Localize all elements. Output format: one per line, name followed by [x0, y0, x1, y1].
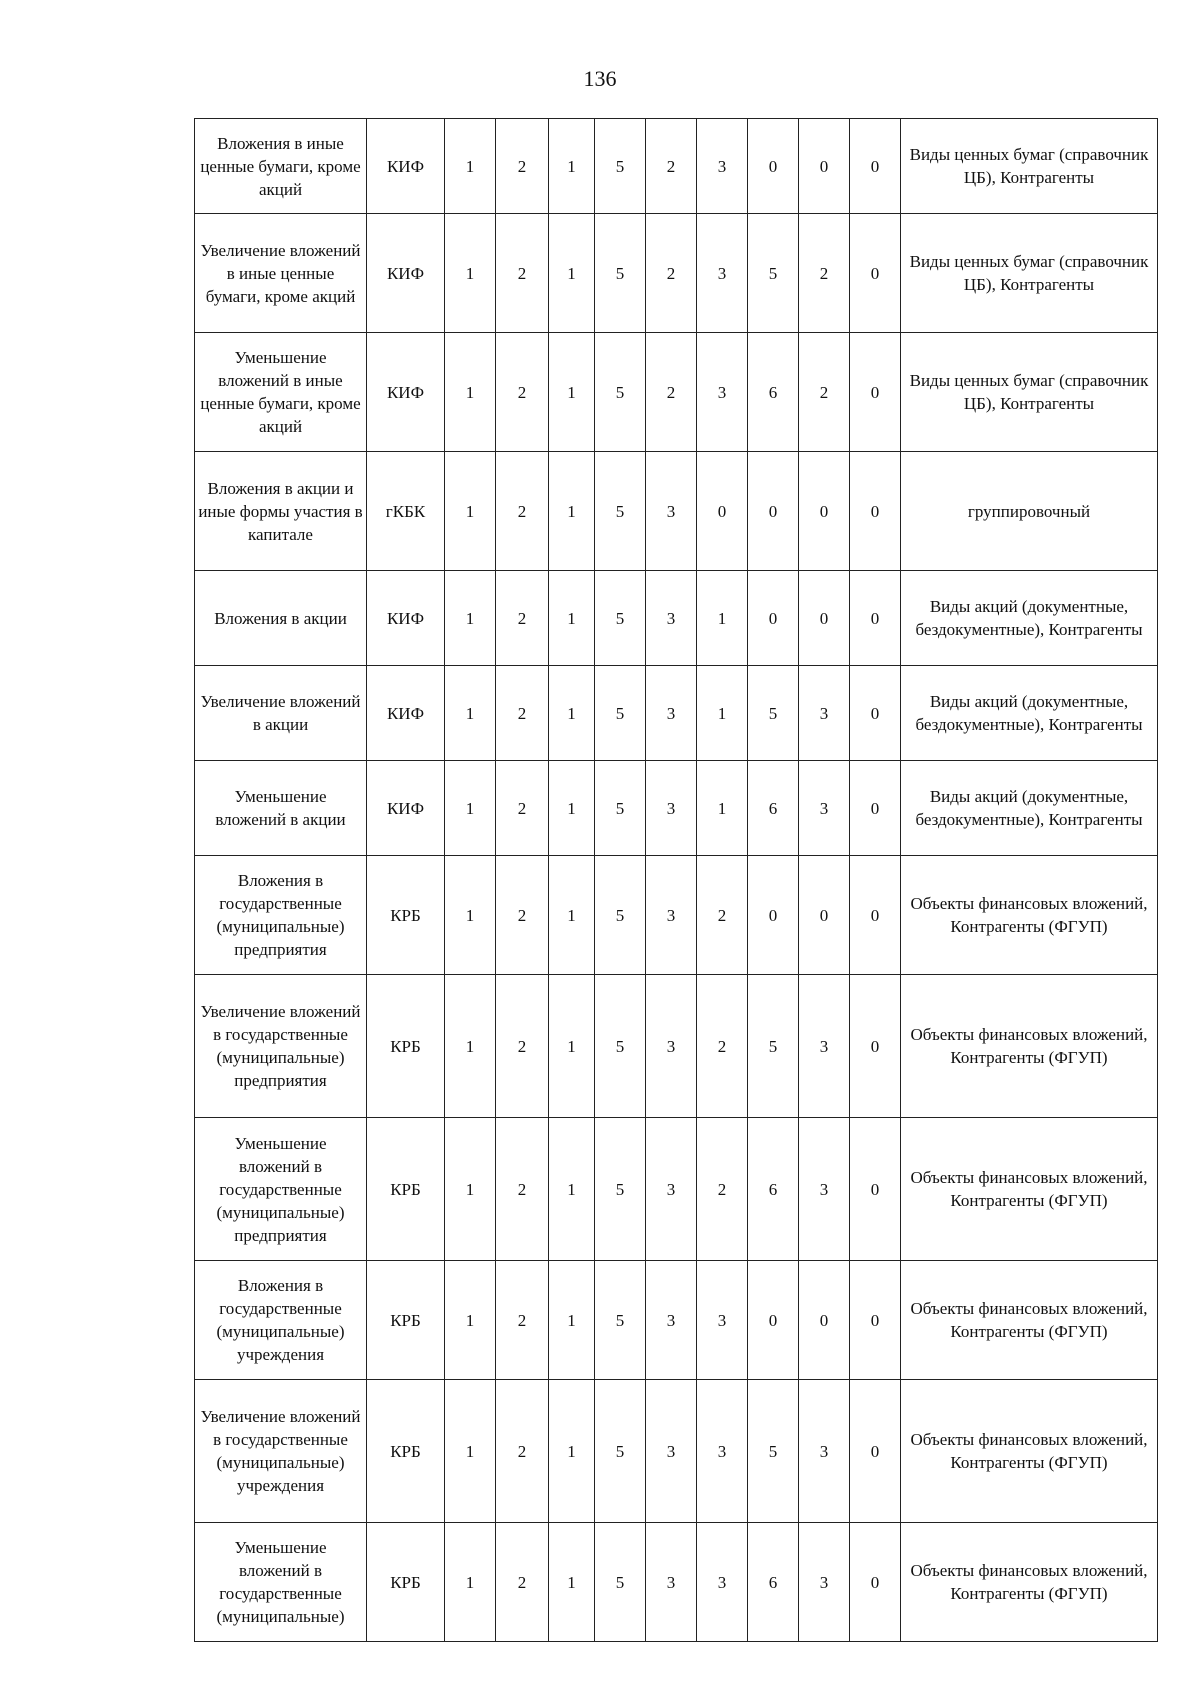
account-code-digit-cell: 2: [496, 571, 549, 666]
account-name-cell: Уменьшение вложений в государственные (муниципальные) предприятия: [195, 1118, 367, 1261]
analytics-cell: Виды ценных бумаг (справочник ЦБ), Контрагенты: [901, 119, 1158, 214]
account-type-cell: КРБ: [367, 1523, 445, 1642]
account-code-digit-cell: 2: [496, 1261, 549, 1380]
account-code-digit-cell: 3: [697, 1523, 748, 1642]
account-code-digit-cell: 1: [549, 214, 595, 333]
account-code-digit-cell: 1: [549, 571, 595, 666]
page-number: 136: [583, 66, 617, 91]
account-code-digit-cell: 5: [595, 452, 646, 571]
account-code-digit-cell: 2: [646, 333, 697, 452]
account-code-digit-cell: 3: [646, 856, 697, 975]
account-code-digit-cell: 5: [595, 761, 646, 856]
account-code-digit-cell: 0: [850, 1261, 901, 1380]
table-row: [195, 1118, 1158, 1261]
account-code-digit-cell: 6: [748, 1118, 799, 1261]
table-row: [195, 975, 1158, 1118]
account-name-cell: Увеличение вложений в государственные (муниципальные) учреждения: [195, 1380, 367, 1523]
account-type-cell: КРБ: [367, 1261, 445, 1380]
account-code-digit-cell: 1: [697, 666, 748, 761]
account-code-digit-cell: 5: [595, 975, 646, 1118]
table-row: [195, 1261, 1158, 1380]
account-name-cell: Увеличение вложений в иные ценные бумаги, кроме акций: [195, 214, 367, 333]
analytics-cell: Объекты финансовых вложений, Контрагенты (ФГУП): [901, 1523, 1158, 1642]
account-code-digit-cell: 5: [595, 119, 646, 214]
table-row: [195, 666, 1158, 761]
account-code-digit-cell: 0: [850, 452, 901, 571]
account-code-digit-cell: 3: [646, 1118, 697, 1261]
account-code-digit-cell: 1: [549, 761, 595, 856]
account-code-digit-cell: 3: [799, 1380, 850, 1523]
account-code-digit-cell: 3: [646, 1523, 697, 1642]
account-type-cell: КИФ: [367, 761, 445, 856]
account-code-digit-cell: 0: [799, 119, 850, 214]
account-code-digit-cell: 0: [799, 856, 850, 975]
account-code-digit-cell: 0: [748, 452, 799, 571]
account-code-digit-cell: 0: [850, 119, 901, 214]
account-code-digit-cell: 0: [799, 1261, 850, 1380]
account-code-digit-cell: 2: [496, 214, 549, 333]
account-code-digit-cell: 3: [697, 214, 748, 333]
account-code-digit-cell: 1: [445, 1523, 496, 1642]
table-row: [195, 452, 1158, 571]
analytics-cell: Виды акций (документные, бездокументные), Контрагенты: [901, 666, 1158, 761]
analytics-cell: Объекты финансовых вложений, Контрагенты (ФГУП): [901, 1380, 1158, 1523]
account-code-digit-cell: 3: [799, 666, 850, 761]
account-code-digit-cell: 2: [496, 1118, 549, 1261]
account-type-cell: КИФ: [367, 119, 445, 214]
account-name-cell: Вложения в государственные (муниципальные) учреждения: [195, 1261, 367, 1380]
account-code-digit-cell: 3: [646, 452, 697, 571]
account-name-cell: Вложения в акции и иные формы участия в капитале: [195, 452, 367, 571]
analytics-cell: Объекты финансовых вложений, Контрагенты (ФГУП): [901, 856, 1158, 975]
account-code-digit-cell: 2: [697, 1118, 748, 1261]
account-code-digit-cell: 1: [445, 761, 496, 856]
account-code-digit-cell: 5: [748, 214, 799, 333]
account-code-digit-cell: 3: [799, 761, 850, 856]
account-code-digit-cell: 3: [799, 1118, 850, 1261]
account-code-digit-cell: 1: [445, 666, 496, 761]
account-code-digit-cell: 1: [549, 1380, 595, 1523]
account-code-digit-cell: 2: [496, 761, 549, 856]
account-code-digit-cell: 2: [697, 975, 748, 1118]
account-code-digit-cell: 0: [850, 761, 901, 856]
account-code-digit-cell: 3: [697, 333, 748, 452]
account-code-digit-cell: 2: [496, 975, 549, 1118]
account-type-cell: гКБК: [367, 452, 445, 571]
account-code-digit-cell: 3: [697, 1380, 748, 1523]
account-name-cell: Увеличение вложений в акции: [195, 666, 367, 761]
account-code-digit-cell: 5: [595, 333, 646, 452]
account-code-digit-cell: 1: [445, 571, 496, 666]
table-row: [195, 214, 1158, 333]
account-code-digit-cell: 2: [799, 214, 850, 333]
account-code-digit-cell: 1: [445, 333, 496, 452]
account-code-digit-cell: 1: [549, 666, 595, 761]
account-code-digit-cell: 1: [549, 1118, 595, 1261]
account-type-cell: КРБ: [367, 1118, 445, 1261]
account-type-cell: КРБ: [367, 856, 445, 975]
account-code-digit-cell: 0: [850, 975, 901, 1118]
account-code-digit-cell: 2: [496, 666, 549, 761]
account-code-digit-cell: 5: [595, 1523, 646, 1642]
account-code-digit-cell: 0: [850, 1118, 901, 1261]
account-code-digit-cell: 6: [748, 761, 799, 856]
account-code-digit-cell: 1: [549, 1261, 595, 1380]
account-type-cell: КИФ: [367, 214, 445, 333]
account-code-digit-cell: 5: [748, 1380, 799, 1523]
account-code-digit-cell: 5: [748, 975, 799, 1118]
account-code-digit-cell: 1: [549, 975, 595, 1118]
account-code-digit-cell: 1: [445, 452, 496, 571]
account-code-digit-cell: 2: [496, 452, 549, 571]
account-code-digit-cell: 2: [496, 333, 549, 452]
account-code-digit-cell: 1: [445, 214, 496, 333]
analytics-cell: Объекты финансовых вложений, Контрагенты (ФГУП): [901, 1261, 1158, 1380]
account-code-digit-cell: 0: [697, 452, 748, 571]
account-type-cell: КРБ: [367, 1380, 445, 1523]
table-row: [195, 571, 1158, 666]
table-row: [195, 856, 1158, 975]
account-code-digit-cell: 0: [748, 856, 799, 975]
analytics-cell: Виды акций (документные, бездокументные), Контрагенты: [901, 571, 1158, 666]
account-name-cell: Увеличение вложений в государственные (муниципальные) предприятия: [195, 975, 367, 1118]
account-code-digit-cell: 1: [697, 571, 748, 666]
account-code-digit-cell: 3: [646, 666, 697, 761]
analytics-cell: Виды ценных бумаг (справочник ЦБ), Контрагенты: [901, 214, 1158, 333]
accounts-table: [194, 118, 1158, 1642]
account-code-digit-cell: 2: [496, 856, 549, 975]
account-code-digit-cell: 3: [646, 1261, 697, 1380]
account-code-digit-cell: 2: [496, 1380, 549, 1523]
account-code-digit-cell: 6: [748, 333, 799, 452]
account-code-digit-cell: 0: [799, 571, 850, 666]
account-code-digit-cell: 2: [646, 214, 697, 333]
account-code-digit-cell: 5: [595, 666, 646, 761]
account-code-digit-cell: 1: [549, 333, 595, 452]
account-name-cell: Вложения в иные ценные бумаги, кроме акций: [195, 119, 367, 214]
account-code-digit-cell: 1: [445, 975, 496, 1118]
account-code-digit-cell: 1: [549, 856, 595, 975]
account-code-digit-cell: 3: [697, 119, 748, 214]
account-code-digit-cell: 5: [595, 214, 646, 333]
table-row: [195, 761, 1158, 856]
analytics-cell: Виды ценных бумаг (справочник ЦБ), Контрагенты: [901, 333, 1158, 452]
account-code-digit-cell: 5: [595, 856, 646, 975]
account-name-cell: Вложения в акции: [195, 571, 367, 666]
account-code-digit-cell: 2: [697, 856, 748, 975]
account-code-digit-cell: 1: [445, 1118, 496, 1261]
table-row: [195, 333, 1158, 452]
account-code-digit-cell: 1: [445, 1261, 496, 1380]
account-code-digit-cell: 1: [445, 856, 496, 975]
account-code-digit-cell: 2: [646, 119, 697, 214]
account-code-digit-cell: 0: [748, 119, 799, 214]
account-code-digit-cell: 5: [748, 666, 799, 761]
table-row: [195, 1380, 1158, 1523]
account-code-digit-cell: 1: [445, 119, 496, 214]
account-code-digit-cell: 3: [646, 975, 697, 1118]
accounts-table-body: [195, 119, 1158, 1642]
table-row: [195, 119, 1158, 214]
account-code-digit-cell: 3: [799, 975, 850, 1118]
account-code-digit-cell: 0: [850, 1523, 901, 1642]
analytics-cell: Объекты финансовых вложений, Контрагенты (ФГУП): [901, 975, 1158, 1118]
account-code-digit-cell: 0: [850, 214, 901, 333]
account-code-digit-cell: 2: [496, 119, 549, 214]
account-type-cell: КИФ: [367, 571, 445, 666]
account-code-digit-cell: 2: [799, 333, 850, 452]
account-code-digit-cell: 0: [799, 452, 850, 571]
analytics-cell: Объекты финансовых вложений, Контрагенты (ФГУП): [901, 1118, 1158, 1261]
account-name-cell: Уменьшение вложений в иные ценные бумаги, кроме акций: [195, 333, 367, 452]
account-code-digit-cell: 1: [445, 1380, 496, 1523]
account-type-cell: КИФ: [367, 666, 445, 761]
account-code-digit-cell: 6: [748, 1523, 799, 1642]
account-code-digit-cell: 3: [646, 761, 697, 856]
account-code-digit-cell: 1: [697, 761, 748, 856]
account-name-cell: Уменьшение вложений в акции: [195, 761, 367, 856]
account-code-digit-cell: 3: [646, 571, 697, 666]
analytics-cell: группировочный: [901, 452, 1158, 571]
account-type-cell: КИФ: [367, 333, 445, 452]
account-code-digit-cell: 2: [496, 1523, 549, 1642]
account-code-digit-cell: 5: [595, 571, 646, 666]
account-code-digit-cell: 0: [850, 571, 901, 666]
account-code-digit-cell: 1: [549, 119, 595, 214]
account-code-digit-cell: 1: [549, 452, 595, 571]
account-code-digit-cell: 0: [748, 1261, 799, 1380]
account-code-digit-cell: 0: [850, 1380, 901, 1523]
account-code-digit-cell: 3: [646, 1380, 697, 1523]
table-row: [195, 1523, 1158, 1642]
account-name-cell: Уменьшение вложений в государственные (муниципальные): [195, 1523, 367, 1642]
account-code-digit-cell: 0: [850, 666, 901, 761]
account-code-digit-cell: 0: [850, 333, 901, 452]
account-type-cell: КРБ: [367, 975, 445, 1118]
account-code-digit-cell: 0: [748, 571, 799, 666]
analytics-cell: Виды акций (документные, бездокументные), Контрагенты: [901, 761, 1158, 856]
account-code-digit-cell: 5: [595, 1261, 646, 1380]
account-code-digit-cell: 3: [697, 1261, 748, 1380]
account-code-digit-cell: 3: [799, 1523, 850, 1642]
account-code-digit-cell: 0: [850, 856, 901, 975]
account-name-cell: Вложения в государственные (муниципальные) предприятия: [195, 856, 367, 975]
account-code-digit-cell: 5: [595, 1380, 646, 1523]
account-code-digit-cell: 1: [549, 1523, 595, 1642]
account-code-digit-cell: 5: [595, 1118, 646, 1261]
